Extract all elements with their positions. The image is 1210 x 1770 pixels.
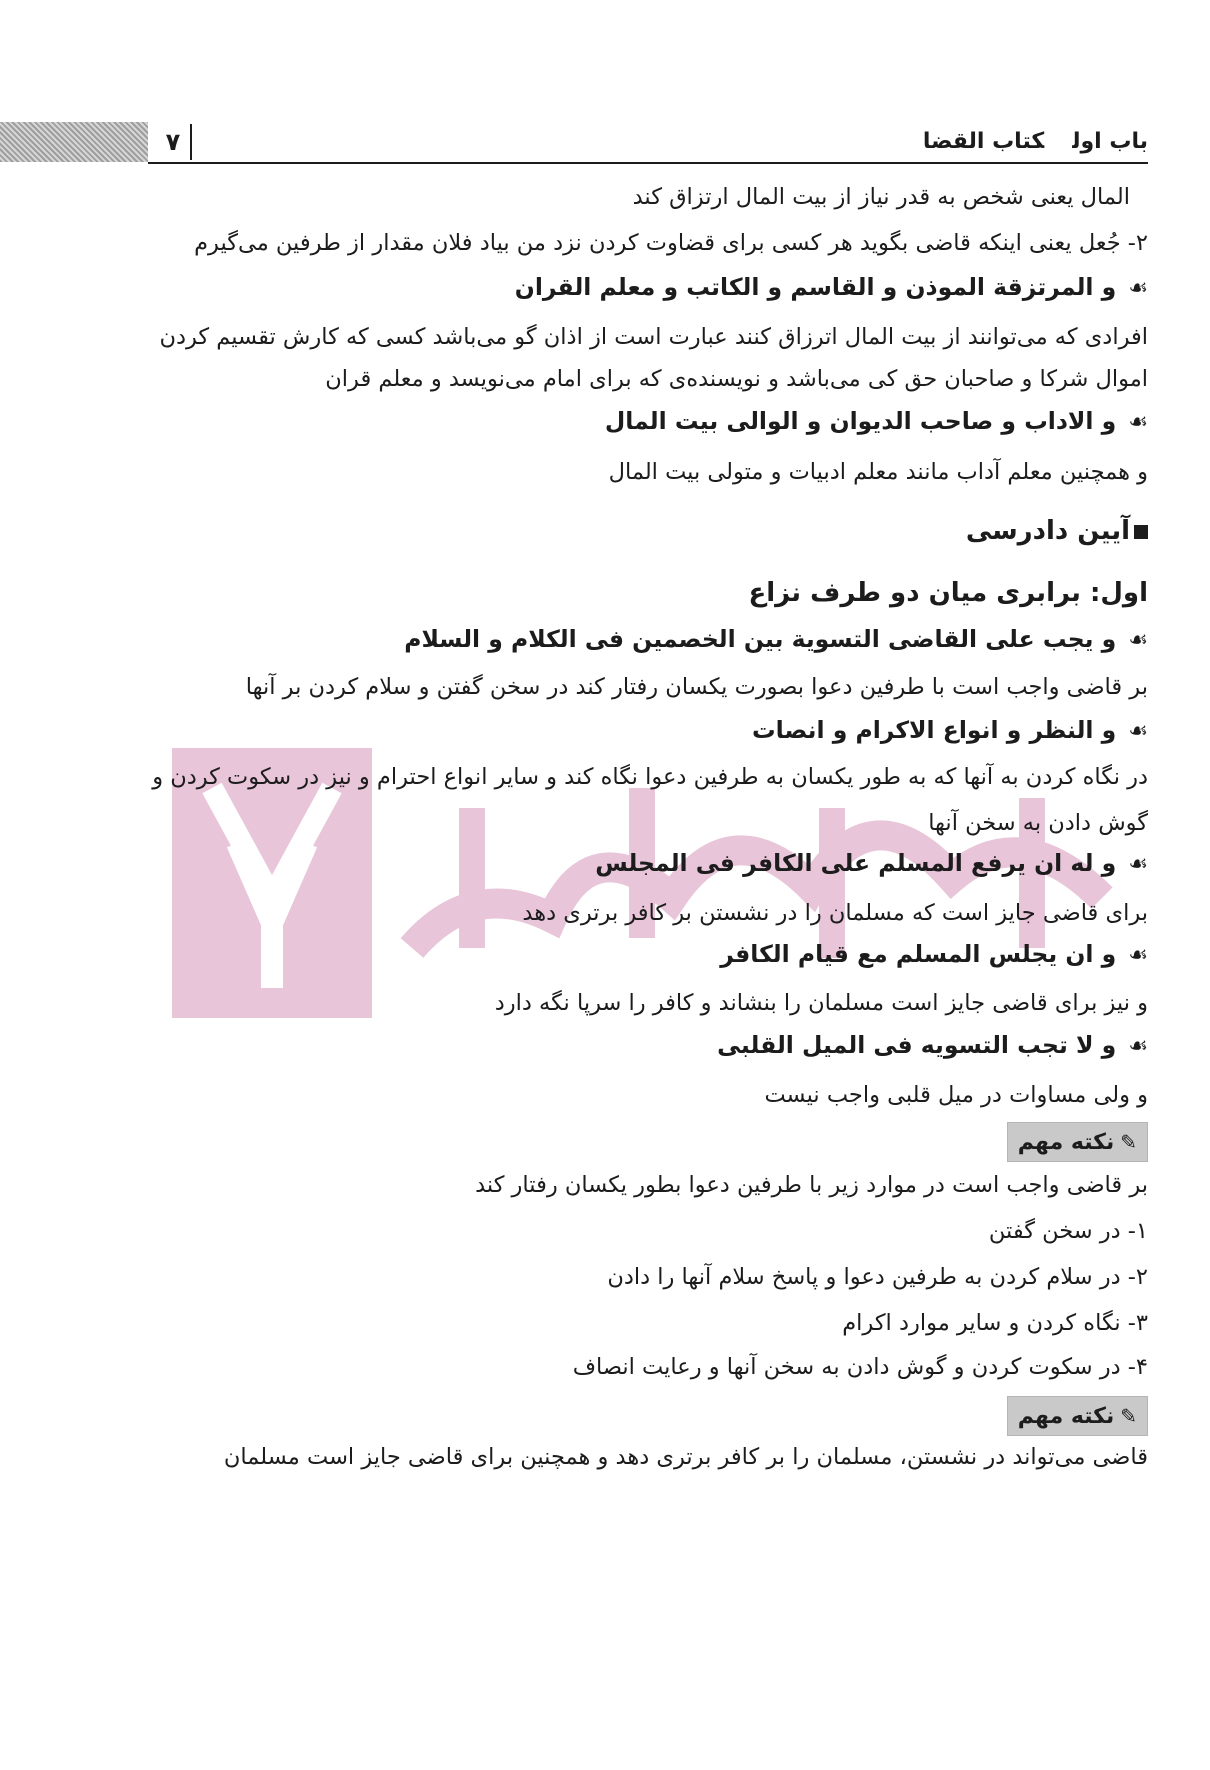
list-item: ۱- در سخن گفتن [988,1218,1148,1244]
ornament-icon: ☙ [1128,852,1148,877]
list-item: ۲- در سلام کردن به طرفین دعوا و پاسخ سلام آنها را دادن [607,1264,1148,1290]
arabic-heading: ☙و لا تجب التسویه فی المیل القلبی [717,1031,1148,1059]
text-line: و ولی مساوات در میل قلبی واجب نیست [764,1082,1148,1108]
subsection-heading: اول: برابری میان دو طرف نزاع [748,578,1148,608]
list-item: ۴- در سکوت کردن و گوش دادن به سخن آنها و رعایت انصاف [572,1354,1148,1380]
text-line: و نیز برای قاضی جایز است مسلمان را بنشاند و کافر را سرپا نگه دارد [494,990,1148,1016]
text-line: در نگاه کردن به آنها که به طور یکسان به طرفین دعوا نگاه کند و سایر انواع احترام و نیز در سکوت کردن و [152,764,1148,790]
arabic-heading: ☙و یجب علی القاضی التسویة بین الخصمین فی الکلام و السلام [404,625,1148,653]
ornament-icon: ☙ [1128,943,1148,968]
text-line: المال یعنی شخص به قدر نیاز از بیت المال ارتزاق کند [632,184,1130,210]
arabic-heading: ☙و الاداب و صاحب الدیوان و الوالی بیت المال [604,407,1148,435]
book-title: کتاب القضا [922,129,1045,154]
list-item: ۲- جُعل یعنی اینکه قاضی بگوید هر کسی برای قضاوت کردن نزد من بیاد فلان مقدار از طرفین می‌گیرم [194,230,1148,256]
text-line: برای قاضی جایز است که مسلمان را در نشستن بر کافر برتری دهد [522,900,1148,926]
pen-icon: ✎ [1120,1404,1137,1428]
text-line: و همچنین معلم آداب مانند معلم ادبیات و متولی بیت المال [608,459,1148,485]
arabic-heading: ☙و ان یجلس المسلم مع قیام الکافر [720,940,1148,968]
important-note-label: ✎نکته مهم [1007,1122,1148,1162]
text-line: بر قاضی واجب است با طرفین دعوا بصورت یکسان رفتار کند در سخن گفتن و سلام کردن بر آنها [245,674,1148,700]
ornament-icon: ☙ [1128,628,1148,653]
text-line: قاضی می‌تواند در نشستن، مسلمان را بر کافر برتری دهد و همچنین برای قاضی جایز است مسلمان [223,1444,1148,1470]
header-pattern-strip [0,122,148,162]
ornament-icon: ☙ [1128,410,1148,435]
arabic-heading: ☙و له ان یرفع المسلم علی الکافر فی المجلس [595,849,1148,877]
text-line: بر قاضی واجب است در موارد زیر با طرفین دعوا بطور یکسان رفتار کند [475,1172,1148,1198]
text-line: اموال شرکا و صاحبان حق کی می‌باشد و نویسنده‌ی که برای امام می‌نویسد و معلم قران [325,366,1148,392]
ornament-icon: ☙ [1128,1034,1148,1059]
page-header [148,122,1148,164]
list-item: ۳- نگاه کردن و سایر موارد اکرام [842,1310,1148,1336]
ornament-icon: ☙ [1128,719,1148,744]
section-heading: آیین دادرسی [130,514,1148,548]
text-line: افرادی که می‌توانند از بیت المال اترزاق کنند عبارت است از اذان گو می‌باشد کسی که کارش تقسیم کردن [159,324,1148,350]
important-note-label: ✎نکته مهم [1007,1396,1148,1436]
ornament-icon: ☙ [1128,276,1148,301]
running-title [923,124,1148,160]
chapter-title: باب اول [1072,129,1148,154]
arabic-heading: ☙و المرتزقة الموذن و القاسم و الکاتب و معلم القران [514,273,1148,301]
arabic-heading: ☙و النظر و انواع الاکرام و انصات [752,716,1148,744]
square-bullet-icon [1134,525,1148,539]
pen-icon: ✎ [1120,1130,1137,1154]
page-number: ۷ [156,124,192,160]
text-line: گوش دادن به سخن آنها [928,810,1148,836]
